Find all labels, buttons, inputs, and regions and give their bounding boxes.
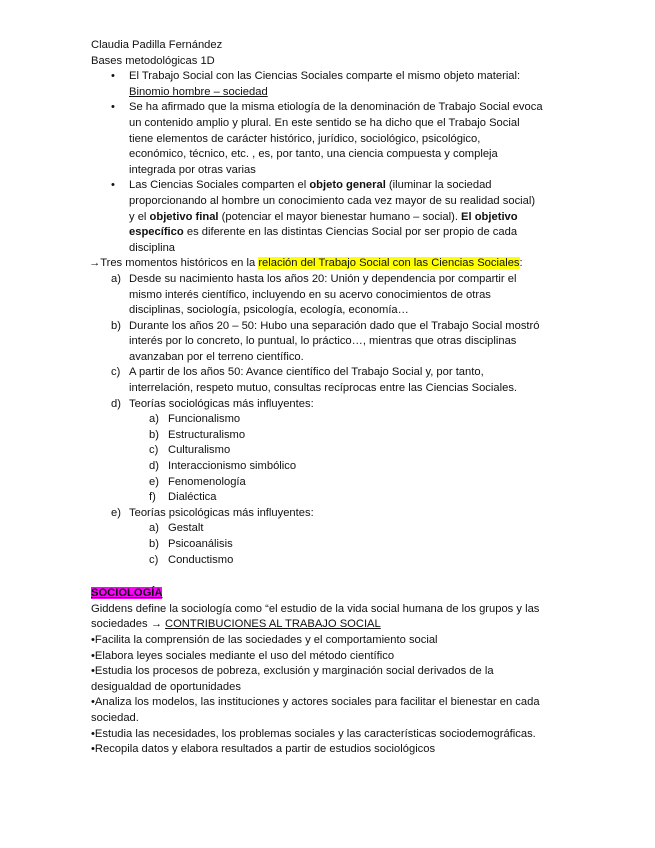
theory-item: a) Funcionalismo: [149, 413, 241, 426]
psychological-theories: e) Teorías psicológicas más influyentes:: [111, 506, 314, 519]
moment-item-a: a) Desde su nacimiento hasta los años 20: Unión y dependencia por compartir el mismo interés científico, incluyendo en su acervo conocimientos de otras disciplinas, sociología, psicología, ecología, economía…: [111, 272, 517, 317]
document-page: [91, 38, 571, 758]
text-line: específico es diferente en las distintas Ciencias Social por ser propio de cada: [129, 226, 518, 239]
bullet-item-2: [91, 100, 571, 178]
contribution-item-cont: sociedad.: [91, 711, 139, 724]
text-line: El Trabajo Social con las Ciencias Sociales comparte el mismo objeto material:: [129, 70, 521, 83]
theory-item: c) Culturalismo: [149, 444, 231, 457]
text-line: y el objetivo final (potenciar el mayor bienestar humano – social). El objetivo: [129, 210, 518, 223]
text-line: Se ha afirmado que la misma etiología de la denominación de Trabajo Social evoca: [129, 101, 543, 114]
contribution-item: •Elabora leyes sociales mediante el uso del método científico: [91, 649, 395, 662]
bullet-item-1: [91, 69, 571, 100]
moments-intro: →Tres momentos históricos en la relación del Trabajo Social con las Ciencias Sociales:: [89, 257, 523, 270]
bullet-icon: •: [111, 101, 115, 114]
contributions-heading: CONTRIBUCIONES AL TRABAJO SOCIAL: [165, 618, 381, 631]
bullet-icon: •: [111, 179, 115, 192]
theory-item: d) Interaccionismo simbólico: [149, 460, 297, 473]
arrow-icon: →: [89, 257, 101, 270]
text-line: integrada por otras varias: [129, 163, 256, 176]
definition-line: sociedades → CONTRIBUCIONES AL TRABAJO SOCIAL: [91, 618, 381, 631]
highlighted-text: relación del Trabajo Social con las Ciencias Sociales: [258, 257, 520, 270]
author-name: Claudia Padilla Fernández: [91, 39, 223, 51]
theory-item: b) Psicoanálisis: [149, 538, 233, 550]
text-line: un contenido amplio y plural. En este sentido se ha dicho que el Trabajo Social: [129, 116, 520, 129]
contribution-item: •Estudia las necesidades, los problemas sociales y las características sociodemográficas.: [91, 727, 536, 740]
contribution-item: •Analiza los modelos, las instituciones y actores sociales para facilitar el bienestar en cada: [91, 696, 540, 709]
contribution-item: •Recopila datos y elabora resultados a partir de estudios sociológicos: [91, 743, 436, 756]
text-line: disciplina: [129, 241, 176, 254]
text-line: Las Ciencias Sociales comparten el objeto general (iluminar la sociedad: [129, 179, 492, 192]
contribution-item: •Facilita la comprensión de las sociedades y el comportamiento social: [91, 633, 438, 646]
text-line: económico, técnico, etc. , es, por tanto, una ciencia compuesta y compleja: [129, 148, 498, 161]
theory-item: b) Estructuralismo: [149, 428, 246, 441]
moment-item-b: b) Durante los años 20 – 50: Hubo una separación dado que el Trabajo Social mostró interés por lo concreto, lo puntual, lo práctico…, mientras que otras disciplinas avanzaban por el terreno científico.: [111, 319, 540, 363]
theory-item: c) Conductismo: [149, 553, 234, 566]
underlined-text: Binomio hombre – sociedad: [129, 85, 268, 98]
definition-line: Giddens define la sociología como “el estudio de la vida social humana de los grupos y las: [91, 602, 540, 615]
sociological-theories: d) Teorías sociológicas más influyentes:: [111, 397, 314, 410]
bullet-icon: •: [111, 70, 115, 83]
section-heading: SOCIOLOGÍA: [91, 587, 163, 600]
moment-item-c: c) A partir de los años 50: Avance científico del Trabajo Social y, por tanto, interrelación, respeto mutuo, consultas recíprocas entre las Ciencias Sociales.: [111, 366, 518, 395]
bullet-item-3: [91, 178, 571, 256]
contribution-item: •Estudia los procesos de pobreza, exclusión y marginación social derivados de la: [91, 665, 494, 678]
theory-item: f) Dialéctica: [149, 491, 217, 504]
theory-item: e) Fenomenología: [149, 475, 246, 488]
theory-item: a) Gestalt: [149, 522, 204, 535]
course-name: Bases metodológicas 1D: [91, 54, 215, 67]
text-line: tiene elementos de carácter histórico, jurídico, sociológico, psicológico,: [129, 132, 481, 145]
text-line: proporcionando al hombre un conocimiento cada vez mayor de su realidad social): [129, 194, 536, 207]
contribution-item-cont: desigualdad de oportunidades: [91, 680, 241, 693]
